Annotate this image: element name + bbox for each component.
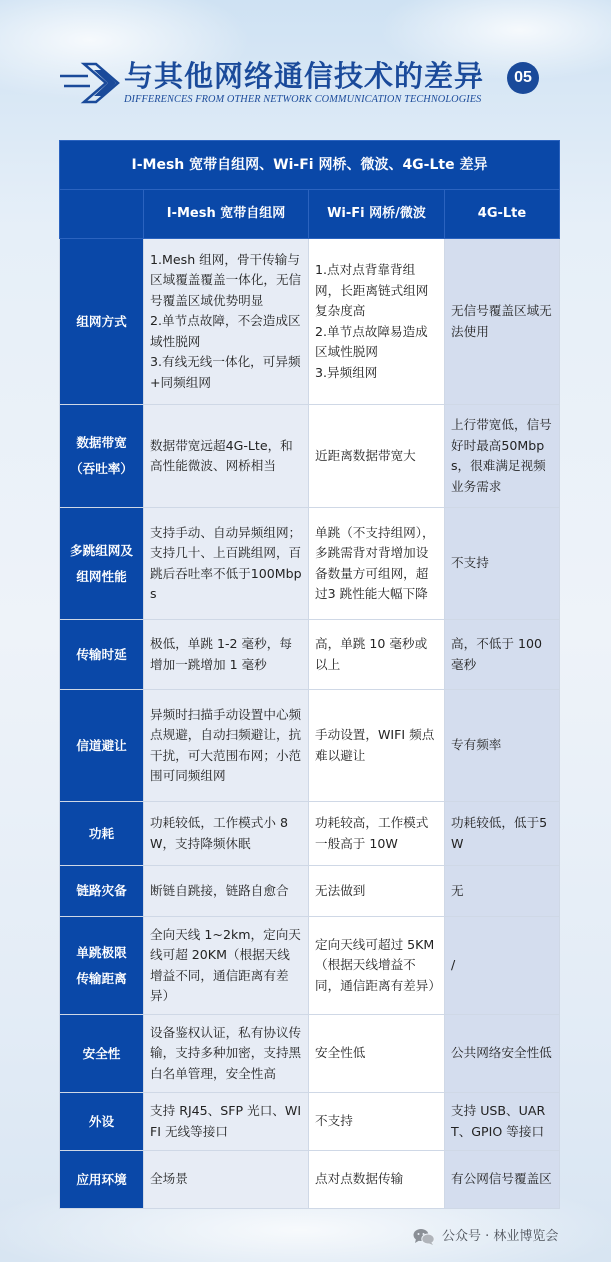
row-header — [60, 508, 144, 620]
page-subtitle: DIFFERENCES FROM OTHER NETWORK COMMUNICATION TECHNOLOGIES — [124, 94, 482, 105]
row-header-line: 单跳极限 — [76, 944, 127, 960]
cell-imesh: 极低，单跳 1-2 毫秒，每增加一跳增加 1 毫秒 — [144, 620, 309, 690]
cell-4g: 功耗较低，低于5W — [445, 802, 560, 866]
cell-imesh: 功耗较低，工作模式小 8W，支持降频休眠 — [144, 802, 309, 866]
table-row — [60, 620, 560, 690]
cell-wifi: 手动设置，WIFI 频点难以避让 — [309, 690, 445, 802]
cell-4g: 有公网信号覆盖区 — [445, 1151, 560, 1209]
cell-wifi: 不支持 — [309, 1093, 445, 1151]
cell-wifi: 单跳（不支持组网），多跳需背对背增加设备数量方可组网，超过3 跳性能大幅下降 — [309, 508, 445, 620]
cell-wifi: 安全性低 — [309, 1015, 445, 1093]
cell-imesh: 异频时扫描手动设置中心频点规避，自动扫频避让，抗干扰，可大范围布网；小范围可同频组网 — [144, 690, 309, 802]
section-number-badge: 05 — [507, 62, 539, 94]
cell-imesh: 支持 RJ45、SFP 光口、WIFI 无线等接口 — [144, 1093, 309, 1151]
page-header — [0, 0, 611, 130]
column-header-4g: 4G-Lte — [445, 190, 560, 239]
table-row — [60, 239, 560, 405]
footer-account-label: 公众号 · 林业博览会 — [442, 1229, 559, 1244]
row-header-line: 传输时延 — [76, 646, 127, 662]
table-row — [60, 690, 560, 802]
row-header — [60, 239, 144, 405]
cell-imesh: 数据带宽远超4G-Lte，和高性能微波、网桥相当 — [144, 405, 309, 508]
table-title: I-Mesh 宽带自组网、Wi-Fi 网桥、微波、4G-Lte 差异 — [60, 141, 560, 190]
cell-wifi: 定向天线可超过 5KM（根据天线增益不同，通信距离有差异） — [309, 917, 445, 1015]
cell-4g: 上行带宽低，信号好时最高50Mbps，很难满足视频业务需求 — [445, 405, 560, 508]
cell-wifi: 无法做到 — [309, 866, 445, 917]
row-header — [60, 1093, 144, 1151]
table-row — [60, 866, 560, 917]
table-row — [60, 802, 560, 866]
page-title: 与其他网络通信技术的差异 — [124, 59, 485, 93]
row-header-line: 应用环境 — [76, 1171, 127, 1187]
cell-4g: / — [445, 917, 560, 1015]
cell-4g: 公共网络安全性低 — [445, 1015, 560, 1093]
row-header-line: 链路灾备 — [76, 883, 127, 898]
row-header-line: 组网方式 — [76, 313, 127, 329]
cell-4g: 高，不低于 100 毫秒 — [445, 620, 560, 690]
table-title-row — [60, 141, 560, 190]
cell-wifi: 点对点数据传输 — [309, 1151, 445, 1209]
cell-wifi: 近距离数据带宽大 — [309, 405, 445, 508]
row-header — [60, 866, 144, 917]
row-header — [60, 802, 144, 866]
cell-wifi: 1.点对点背靠背组网，长距离链式组网复杂度高 2.单节点故障易造成区域性脱网 3.异频组网 — [309, 239, 445, 405]
cell-imesh: 支持手动、自动异频组网；支持几十、上百跳组网，百跳后吞吐率不低于100Mbps — [144, 508, 309, 620]
column-header-wifi: Wi-Fi 网桥/微波 — [309, 190, 445, 239]
table-header-row — [60, 190, 560, 239]
table-row — [60, 1151, 560, 1209]
row-header-line: 数据带宽 — [76, 435, 127, 450]
comparison-table — [59, 140, 560, 1209]
cell-4g: 无信号覆盖区域无法使用 — [445, 239, 560, 405]
row-header — [60, 1151, 144, 1209]
cell-4g: 不支持 — [445, 508, 560, 620]
cell-4g: 无 — [445, 866, 560, 917]
row-header — [60, 405, 144, 508]
row-header — [60, 620, 144, 690]
row-header-line: 信道避让 — [76, 737, 127, 753]
cell-imesh: 1.Mesh 组网，骨干传输与区域覆盖覆盖一体化，无信号覆盖区域优势明显 2.单节点故障，不会造成区域性脱网 3.有线无线一体化，可异频+同频组网 — [144, 239, 309, 405]
row-header-line: 传输距离 — [76, 970, 127, 986]
table-row — [60, 405, 560, 508]
cell-imesh: 断链自跳接，链路自愈合 — [144, 866, 309, 917]
table-row — [60, 1015, 560, 1093]
cell-4g: 支持 USB、UART、GPIO 等接口 — [445, 1093, 560, 1151]
row-header-line: 安全性 — [82, 1045, 121, 1061]
column-header-imesh: I-Mesh 宽带自组网 — [144, 190, 309, 239]
cell-imesh: 全场景 — [144, 1151, 309, 1209]
row-header-line: 多跳组网及 — [70, 542, 133, 558]
arrow-decoration-icon — [60, 62, 122, 104]
row-header-line: 组网性能 — [76, 568, 127, 584]
header-corner-cell — [60, 190, 144, 239]
cell-imesh: 全向天线 1~2km，定向天线可超 20KM（根据天线增益不同，通信距离有差异） — [144, 917, 309, 1015]
cell-wifi: 功耗较高，工作模式一般高于 10W — [309, 802, 445, 866]
table-row — [60, 1093, 560, 1151]
cell-imesh: 设备鉴权认证，私有协议传输，支持多种加密，支持黑白名单管理，安全性高 — [144, 1015, 309, 1093]
cell-wifi: 高，单跳 10 毫秒或以上 — [309, 620, 445, 690]
row-header — [60, 917, 144, 1015]
table-row — [60, 508, 560, 620]
table-row — [60, 917, 560, 1015]
wechat-icon — [413, 1228, 435, 1246]
row-header-line: 功耗 — [88, 825, 115, 841]
row-header-line: 外设 — [88, 1113, 115, 1129]
row-header — [60, 690, 144, 802]
row-header — [60, 1015, 144, 1093]
row-header-line: （吞吐率） — [70, 461, 133, 476]
cell-4g: 专有频率 — [445, 690, 560, 802]
